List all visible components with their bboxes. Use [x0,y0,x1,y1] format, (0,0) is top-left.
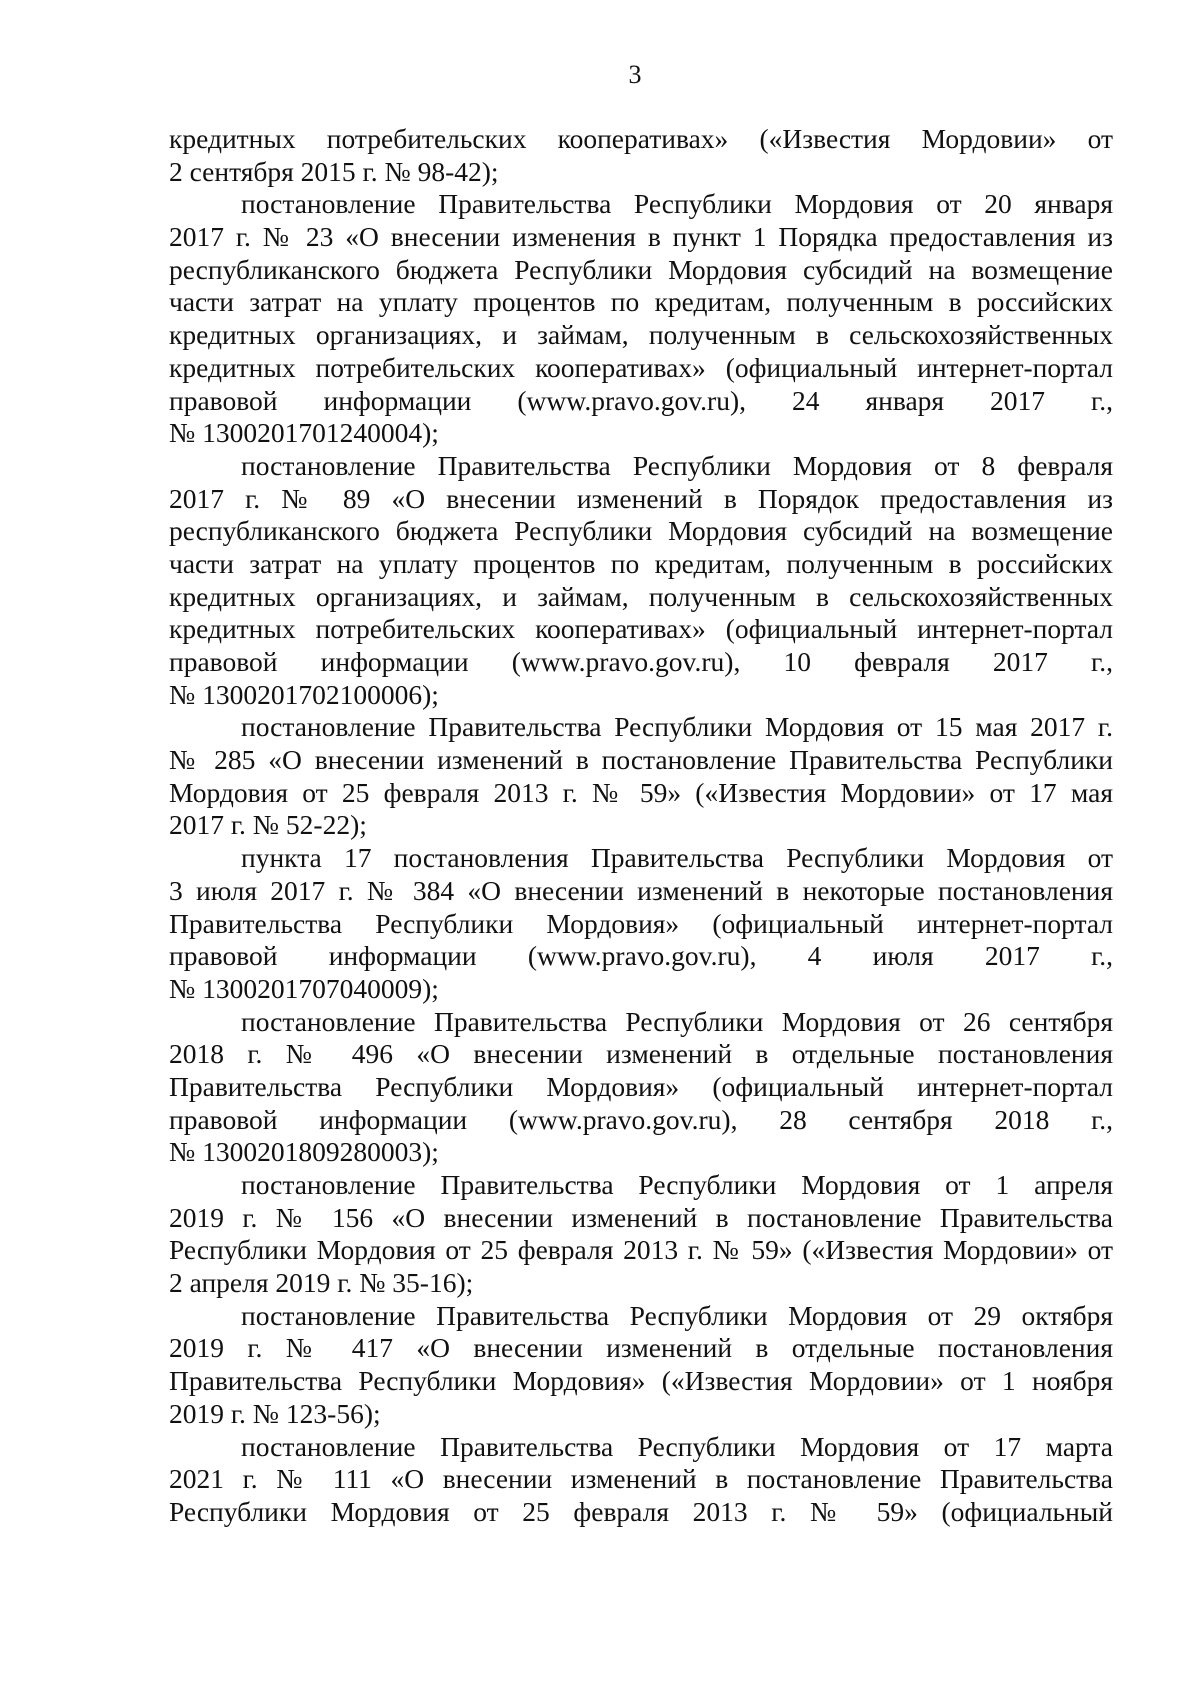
text-line: части затрат на уплату процентов по кредитам, полученным в российских [169,547,1113,579]
text-line: 2017 г. № 23 «О внесении изменения в пункт 1 Порядка предоставления из [169,221,1113,253]
text-line: Республики Мордовия от 25 февраля 2013 г. № 59» (официальный [169,1495,1113,1527]
text-line: республиканского бюджета Республики Мордовия субсидий на возмещение [169,253,1113,285]
text-line: постановление Правительства Республики Мордовия от 8 февраля [241,449,1113,481]
document-body [169,123,1113,1529]
text-line: 2017 г. № 52-22); [169,809,367,841]
page-number: 3 [628,60,642,89]
text-line: Правительства Республики Мордовия» (официальный интернет-портал [169,1070,1113,1102]
text-line: постановление Правительства Республики Мордовия от 29 октября [241,1299,1113,1331]
text-line: правовой информации (www.pravo.gov.ru), 10 февраля 2017 г., [169,646,1113,677]
text-line: 2019 г. № 123-56); [169,1397,381,1429]
text-line: кредитных потребительских кооперативах» («Известия Мордовии» от [169,123,1113,154]
text-line: Республики Мордовия от 25 февраля 2013 г. № 59» («Известия Мордовии» от [169,1234,1113,1266]
text-line: Правительства Республики Мордовия» (официальный интернет-портал [169,907,1113,939]
text-line: кредитных потребительских кооперативах» (официальный интернет-портал [169,613,1113,645]
text-line: постановление Правительства Республики Мордовия от 17 марта [241,1430,1113,1462]
text-line: Правительства Республики Мордовия» («Известия Мордовии» от 1 ноября [169,1365,1113,1397]
text-line: 2021 г. № 111 «О внесении изменений в постановление Правительства [169,1463,1113,1495]
text-line: № 285 «О внесении изменений в постановление Правительства Республики [169,744,1113,776]
text-line: № 1300201809280003); [169,1136,439,1168]
text-line: правовой информации (www.pravo.gov.ru), 28 сентября 2018 г., [169,1103,1113,1135]
text-line: постановление Правительства Республики Мордовия от 26 сентября [241,1005,1113,1037]
text-line: 2 апреля 2019 г. № 35-16); [169,1267,474,1299]
text-line: пункта 17 постановления Правительства Республики Мордовия от [241,842,1113,874]
text-line: кредитных организациях, и займам, полученным в сельскохозяйственных [169,580,1113,612]
text-line: постановление Правительства Республики Мордовия от 20 января [241,188,1113,220]
text-line: 2017 г. № 89 «О внесении изменений в Порядок предоставления из [169,482,1113,514]
text-line: кредитных потребительских кооперативах» (официальный интернет-портал [169,351,1113,383]
text-line: 3 июля 2017 г. № 384 «О внесении изменений в некоторые постановления [169,874,1113,906]
text-line: № 1300201702100006); [169,678,439,710]
text-line: 2018 г. № 496 «О внесении изменений в отдельные постановления [169,1038,1113,1070]
text-line: кредитных организациях, и займам, полученным в сельскохозяйственных [169,319,1113,351]
text-line: 2019 г. № 156 «О внесении изменений в постановление Правительства [169,1201,1113,1233]
text-line: республиканского бюджета Республики Мордовия субсидий на возмещение [169,515,1113,547]
text-line: постановление Правительства Республики Мордовия от 15 мая 2017 г. [241,711,1113,743]
text-line: 2 сентября 2015 г. № 98-42); [169,155,499,187]
text-line: постановление Правительства Республики Мордовия от 1 апреля [241,1169,1113,1200]
text-line: 2019 г. № 417 «О внесении изменений в отдельные постановления [169,1332,1113,1364]
text-line: правовой информации (www.pravo.gov.ru), 24 января 2017 г., [169,384,1113,416]
text-line: части затрат на уплату процентов по кредитам, полученным в российских [169,286,1113,318]
text-line: № 1300201707040009); [169,972,439,1004]
text-line: № 1300201701240004); [169,417,439,449]
text-line: правовой информации (www.pravo.gov.ru), 4 июля 2017 г., [169,940,1113,972]
text-line: Мордовия от 25 февраля 2013 г. № 59» («Известия Мордовии» от 17 мая [169,776,1113,808]
